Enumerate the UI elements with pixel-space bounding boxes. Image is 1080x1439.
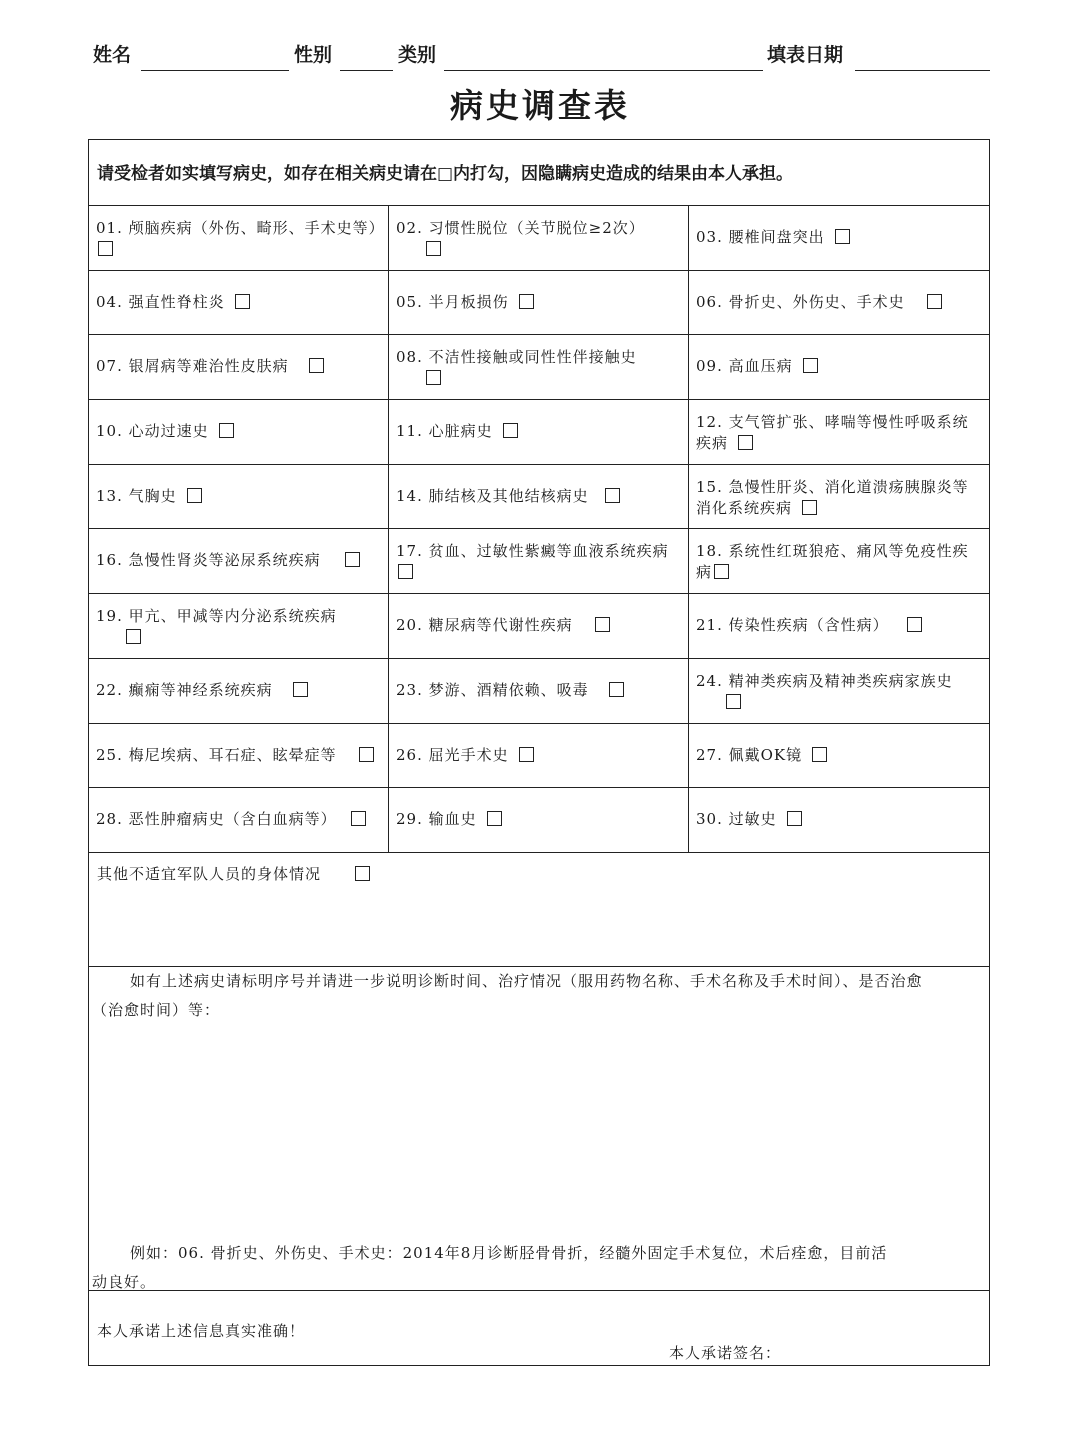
history-item-26: 26. 屈光手术史 — [389, 724, 689, 789]
history-item-02: 02. 习惯性脱位（关节脱位≥2次） — [389, 206, 689, 271]
history-item-17: 17. 贫血、过敏性紫癜等血液系统疾病 — [389, 529, 689, 594]
history-item-08: 08. 不洁性接触或同性性伴接触史 — [389, 335, 689, 400]
history-item-05: 05. 半月板损伤 — [389, 271, 689, 336]
history-item-24: 24. 精神类疾病及精神类疾病家族史 — [689, 659, 989, 724]
checkbox[interactable] — [351, 811, 366, 826]
promise-text: 本人承诺上述信息真实准确！ — [97, 1322, 306, 1340]
description-area[interactable] — [89, 967, 989, 1291]
history-item-01: 01. 颅脑疾病（外伤、畸形、手术史等） — [89, 206, 389, 271]
checkbox[interactable] — [802, 500, 817, 515]
history-item-12: 12. 支气管扩张、哮喘等慢性呼吸系统疾病 — [689, 400, 989, 465]
checkbox[interactable] — [803, 358, 818, 373]
checkbox[interactable] — [609, 682, 624, 697]
checkbox[interactable] — [714, 564, 729, 579]
history-item-10: 10. 心动过速史 — [89, 400, 389, 465]
history-item-30: 30. 过敏史 — [689, 788, 989, 853]
checkbox[interactable] — [355, 866, 370, 881]
history-item-11: 11. 心脏病史 — [389, 400, 689, 465]
name-label: 姓名 — [93, 44, 132, 66]
checkbox[interactable] — [519, 294, 534, 309]
history-item-07: 07. 银屑病等难治性皮肤病 — [89, 335, 389, 400]
gender-field[interactable] — [340, 70, 393, 71]
history-item-16: 16. 急慢性肾炎等泌尿系统疾病 — [89, 529, 389, 594]
checkbox[interactable] — [398, 564, 413, 579]
checkbox[interactable] — [519, 747, 534, 762]
history-item-03: 03. 腰椎间盘突出 — [689, 206, 989, 271]
category-label: 类别 — [398, 44, 437, 66]
form-title: 病史调查表 — [450, 86, 630, 125]
history-item-09: 09. 高血压病 — [689, 335, 989, 400]
signature-label: 本人承诺签名： — [669, 1344, 782, 1362]
history-item-27: 27. 佩戴OK镜 — [689, 724, 989, 789]
checkbox[interactable] — [487, 811, 502, 826]
history-item-25: 25. 梅尼埃病、耳石症、眩晕症等 — [89, 724, 389, 789]
history-item-29: 29. 输血史 — [389, 788, 689, 853]
checkbox[interactable] — [605, 488, 620, 503]
history-item-13: 13. 气胸史 — [89, 465, 389, 530]
history-item-19: 19. 甲亢、甲减等内分泌系统疾病 — [89, 594, 389, 659]
notice-text: 请受检者如实填写病史，如存在相关病史请在□内打勾，因隐瞒病史造成的结果由本人承担。 — [89, 140, 989, 206]
checkbox[interactable] — [293, 682, 308, 697]
checkbox[interactable] — [595, 617, 610, 632]
history-item-28: 28. 恶性肿瘤病史（含白血病等） — [89, 788, 389, 853]
checkbox[interactable] — [835, 229, 850, 244]
checkbox[interactable] — [345, 552, 360, 567]
history-item-22: 22. 癫痫等神经系统疾病 — [89, 659, 389, 724]
checkbox[interactable] — [812, 747, 827, 762]
history-item-15: 15. 急慢性肝炎、消化道溃疡胰腺炎等消化系统疾病 — [689, 465, 989, 530]
checkbox[interactable] — [426, 370, 441, 385]
description-instruction: 如有上述病史请标明序号并请进一步说明诊断时间、治疗情况（服用药物名称、手术名称及手术时间）、是否治愈（治愈时间）等： — [92, 972, 923, 1019]
history-item-04: 04. 强直性脊柱炎 — [89, 271, 389, 336]
checkbox[interactable] — [309, 358, 324, 373]
description-example: 例如：06. 骨折史、外伤史、手术史：2014年8月诊断胫骨骨折，经髓外固定手术复位，术后痊愈，目前活动良好。 — [92, 1244, 888, 1291]
history-item-20: 20. 糖尿病等代谢性疾病 — [389, 594, 689, 659]
checkbox[interactable] — [927, 294, 942, 309]
date-field[interactable] — [855, 70, 990, 71]
history-item-14: 14. 肺结核及其他结核病史 — [389, 465, 689, 530]
checkbox[interactable] — [126, 629, 141, 644]
gender-label: 性别 — [294, 44, 333, 66]
checkbox[interactable] — [503, 423, 518, 438]
checkbox[interactable] — [187, 488, 202, 503]
checkbox[interactable] — [738, 435, 753, 450]
checkbox[interactable] — [235, 294, 250, 309]
checkbox[interactable] — [726, 694, 741, 709]
category-field[interactable] — [444, 70, 763, 71]
name-field[interactable] — [141, 70, 289, 71]
checkbox[interactable] — [787, 811, 802, 826]
checkbox[interactable] — [359, 747, 374, 762]
other-condition-row — [89, 852, 989, 967]
history-item-06: 06. 骨折史、外伤史、手术史 — [689, 271, 989, 336]
checkbox[interactable] — [219, 423, 234, 438]
history-item-21: 21. 传染性疾病（含性病） — [689, 594, 989, 659]
date-label: 填表日期 — [767, 44, 844, 66]
history-item-23: 23. 梦游、酒精依赖、吸毒 — [389, 659, 689, 724]
checkbox[interactable] — [98, 241, 113, 256]
checkbox[interactable] — [907, 617, 922, 632]
checkbox[interactable] — [426, 241, 441, 256]
history-form — [88, 139, 990, 1366]
other-condition-label: 其他不适宜军队人员的身体情况 — [97, 865, 322, 883]
history-item-18: 18. 系统性红斑狼疮、痛风等免疫性疾病 — [689, 529, 989, 594]
history-grid — [89, 206, 989, 853]
